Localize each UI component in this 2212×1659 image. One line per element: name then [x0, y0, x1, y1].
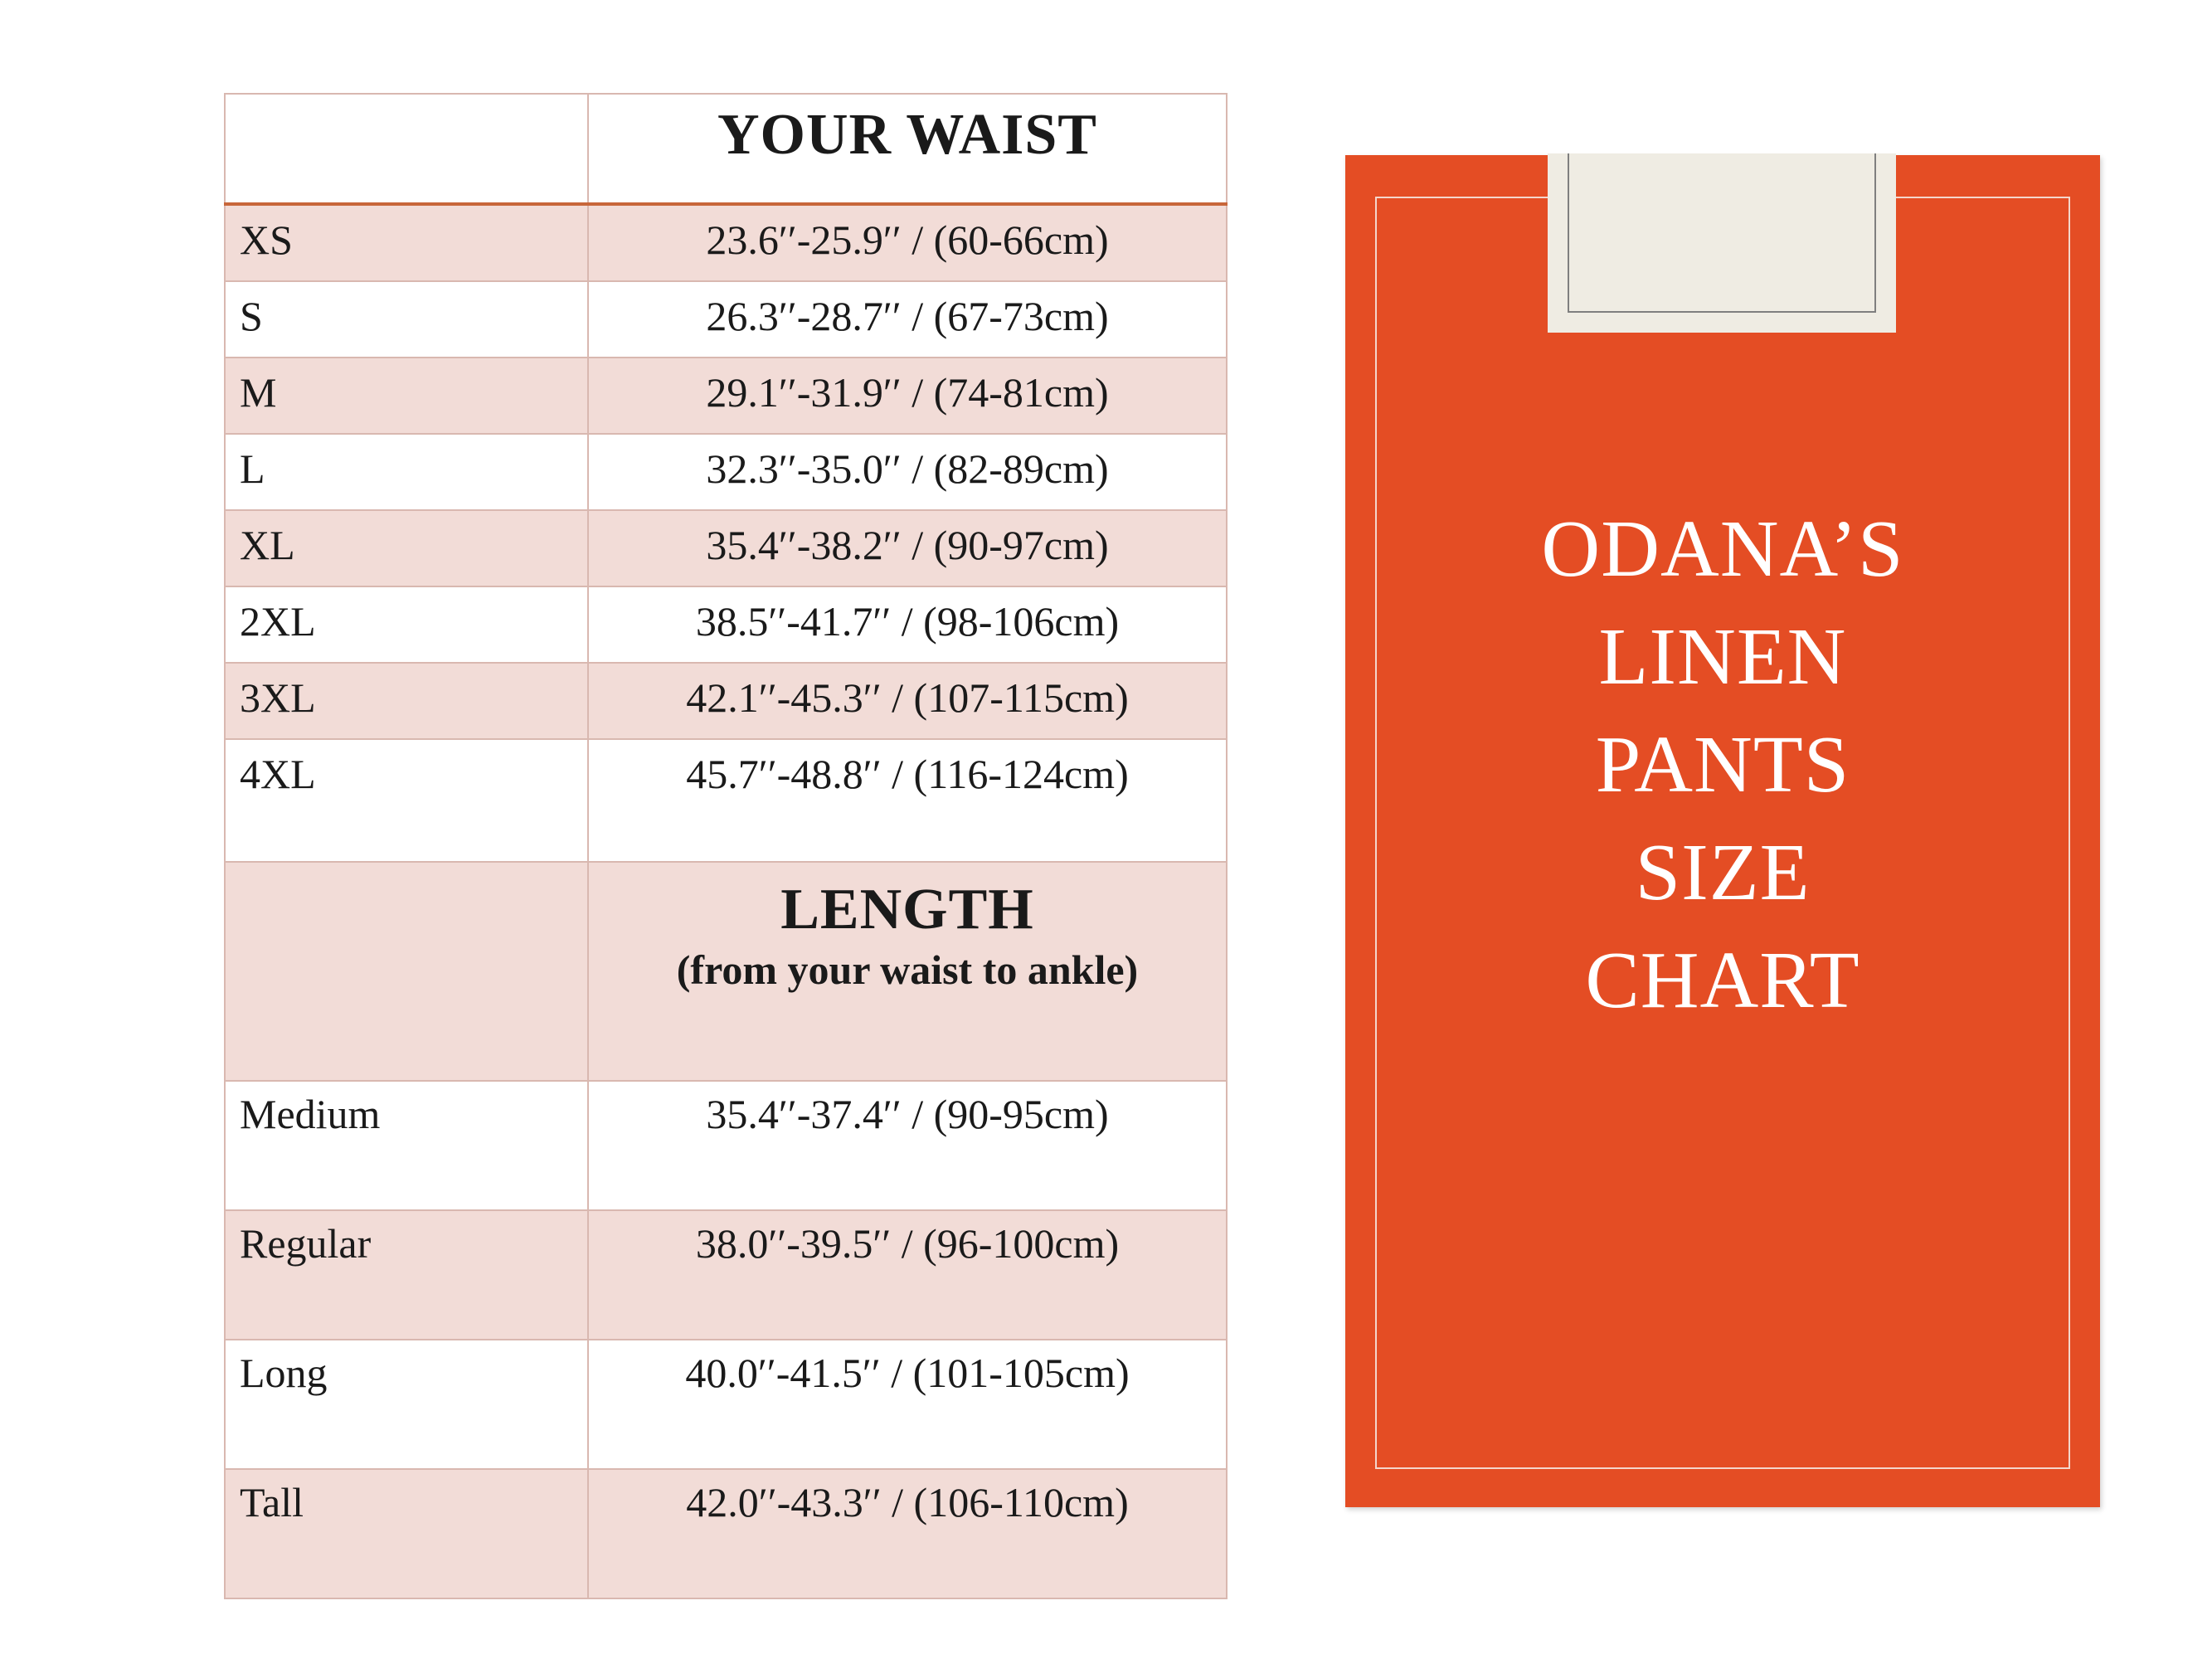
card-title-line: ODANA’S [1541, 504, 1904, 594]
header-empty-cell [225, 862, 588, 1081]
card-title-line: PANTS [1595, 720, 1850, 810]
waist-value: 26.3′′-28.7′′ / (67-73cm) [588, 281, 1227, 358]
length-label: Regular [225, 1210, 588, 1340]
waist-value: 35.4′′-38.2′′ / (90-97cm) [588, 510, 1227, 586]
length-value: 40.0′′-41.5′′ / (101-105cm) [588, 1340, 1227, 1469]
length-value: 42.0′′-43.3′′ / (106-110cm) [588, 1469, 1227, 1598]
header-empty-cell [225, 94, 588, 204]
table-row [225, 434, 1227, 510]
table-row [225, 204, 1227, 281]
length-label: Tall [225, 1469, 588, 1598]
size-label: 4XL [225, 739, 588, 862]
title-card [1345, 155, 2100, 1507]
size-label: 2XL [225, 586, 588, 663]
waist-header-row [225, 94, 1227, 204]
length-subheader: (from your waist to ankle) [676, 946, 1139, 993]
table-row [225, 739, 1227, 862]
size-label: XS [225, 204, 588, 281]
length-header-row [225, 862, 1227, 1081]
length-label: Medium [225, 1081, 588, 1210]
length-header-cell [588, 862, 1227, 1081]
card-title-line: LINEN [1598, 612, 1847, 702]
card-title [1345, 495, 2100, 1034]
table-row [225, 510, 1227, 586]
length-value: 35.4′′-37.4′′ / (90-95cm) [588, 1081, 1227, 1210]
card-title-line: CHART [1585, 936, 1860, 1025]
length-header: LENGTH [780, 878, 1034, 941]
table-row [225, 586, 1227, 663]
table-row [225, 1081, 1227, 1210]
table-row [225, 1210, 1227, 1340]
size-label: M [225, 358, 588, 434]
size-label: XL [225, 510, 588, 586]
size-chart-table [224, 93, 1228, 1599]
waist-value: 23.6′′-25.9′′ / (60-66cm) [588, 204, 1227, 281]
waist-value: 45.7′′-48.8′′ / (116-124cm) [588, 739, 1227, 862]
waist-header: YOUR WAIST [588, 94, 1227, 204]
length-value: 38.0′′-39.5′′ / (96-100cm) [588, 1210, 1227, 1340]
card-tab [1548, 153, 1896, 333]
size-label: L [225, 434, 588, 510]
waist-value: 38.5′′-41.7′′ / (98-106cm) [588, 586, 1227, 663]
card-tab-inner [1568, 153, 1876, 313]
waist-value: 29.1′′-31.9′′ / (74-81cm) [588, 358, 1227, 434]
waist-value: 32.3′′-35.0′′ / (82-89cm) [588, 434, 1227, 510]
waist-value: 42.1′′-45.3′′ / (107-115cm) [588, 663, 1227, 739]
table-row [225, 358, 1227, 434]
length-label: Long [225, 1340, 588, 1469]
table-row [225, 1469, 1227, 1598]
table-row [225, 281, 1227, 358]
size-label: S [225, 281, 588, 358]
table-row [225, 663, 1227, 739]
size-label: 3XL [225, 663, 588, 739]
table-row [225, 1340, 1227, 1469]
card-title-line: SIZE [1635, 828, 1811, 917]
